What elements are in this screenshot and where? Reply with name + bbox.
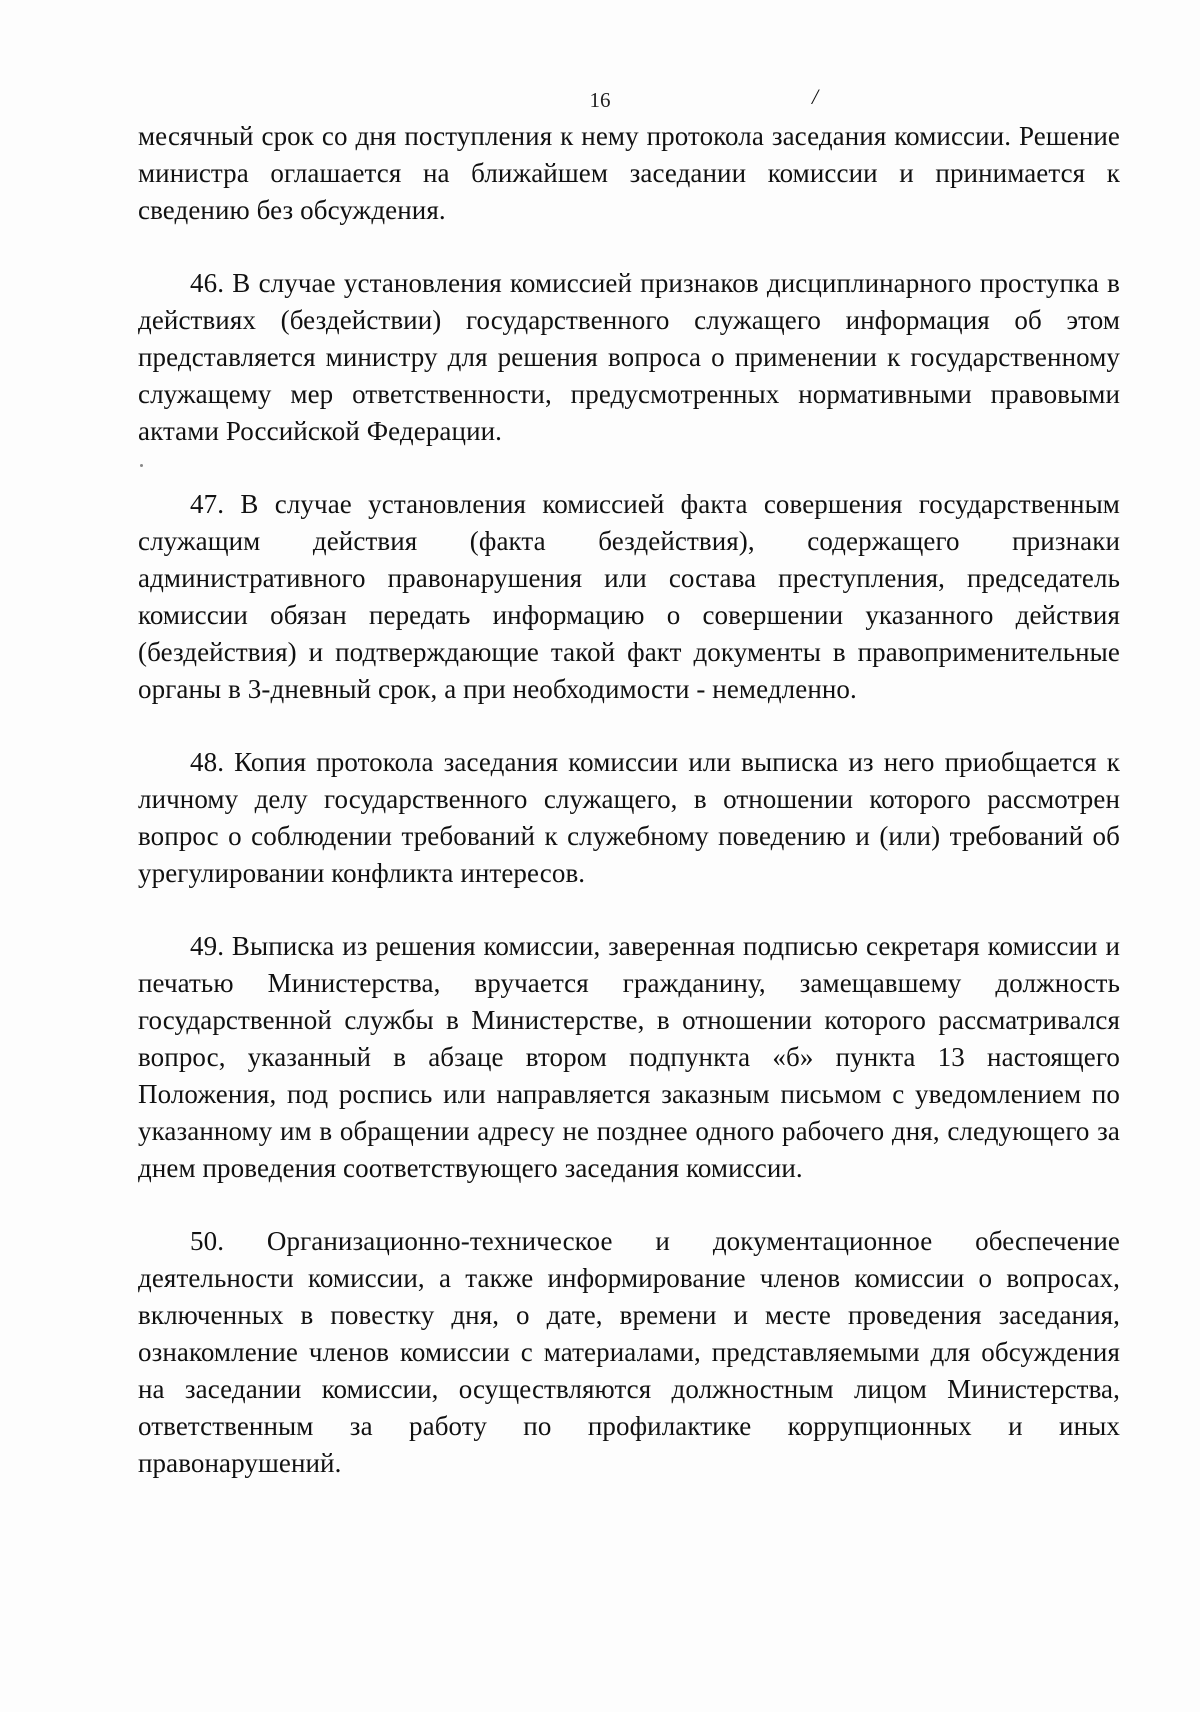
paragraph-46: 46. В случае установления комиссией признаков дисциплинарного проступка в действиях (бездействии) государственного служащего информация об этом представляется министру для решения вопроса о применении к государственному служащему мер ответственности, предусмотренных нормативными правовыми актами Российской Федерации. — [138, 268, 1120, 446]
paragraph-47: 47. В случае установления комиссией факта совершения государственным служащим действия (факта бездействия), содержащего признаки административного правонарушения или состава преступления, председатель комиссии обязан передать информацию о совершении указанного действия (бездействия) и подтверждающие такой факт документы в правоприменительные органы в 3-дневный срок, а при необходимости - немедленно. — [138, 489, 1120, 704]
paragraph-continuation: месячный срок со дня поступления к нему протокола заседания комиссии. Решение министра оглашается на ближайшем заседании комиссии и принимается к сведению без обсуждения. — [138, 121, 1120, 225]
paragraph-49: 49. Выписка из решения комиссии, заверенная подписью секретаря комиссии и печатью Министерства, вручается гражданину, замещавшему должность государственной службы в Министерстве, в отношении которого рассматривался вопрос, указанный в абзаце втором подпункта «б» пункта 13 настоящего Положения, под роспись или направляется заказным письмом с уведомлением по указанному им в обращении адресу не позднее одного рабочего дня, следующего за днем проведения соответствующего заседания комиссии. — [138, 931, 1120, 1183]
handwritten-mark: / — [812, 84, 819, 109]
paragraph-50: 50. Организационно-техническое и документационное обеспечение деятельности комиссии, а также информирование членов комиссии о вопросах, включенных в повестку дня, о дате, времени и месте проведения заседания, ознакомление членов комиссии с материалами, представляемыми для обсуждения на заседании комиссии, осуществляются должностным лицом Министерства, ответственным за работу по профилактике коррупционных и иных правонарушений. — [138, 1226, 1120, 1478]
document-body — [138, 118, 1120, 1482]
paragraph-48: 48. Копия протокола заседания комиссии или выписка из него приобщается к личному делу государственного служащего, в отношении которого рассмотрен вопрос о соблюдении требований к служебному поведению и (или) требований об урегулировании конфликта интересов. — [138, 747, 1120, 888]
page-number: 16 — [589, 88, 611, 112]
